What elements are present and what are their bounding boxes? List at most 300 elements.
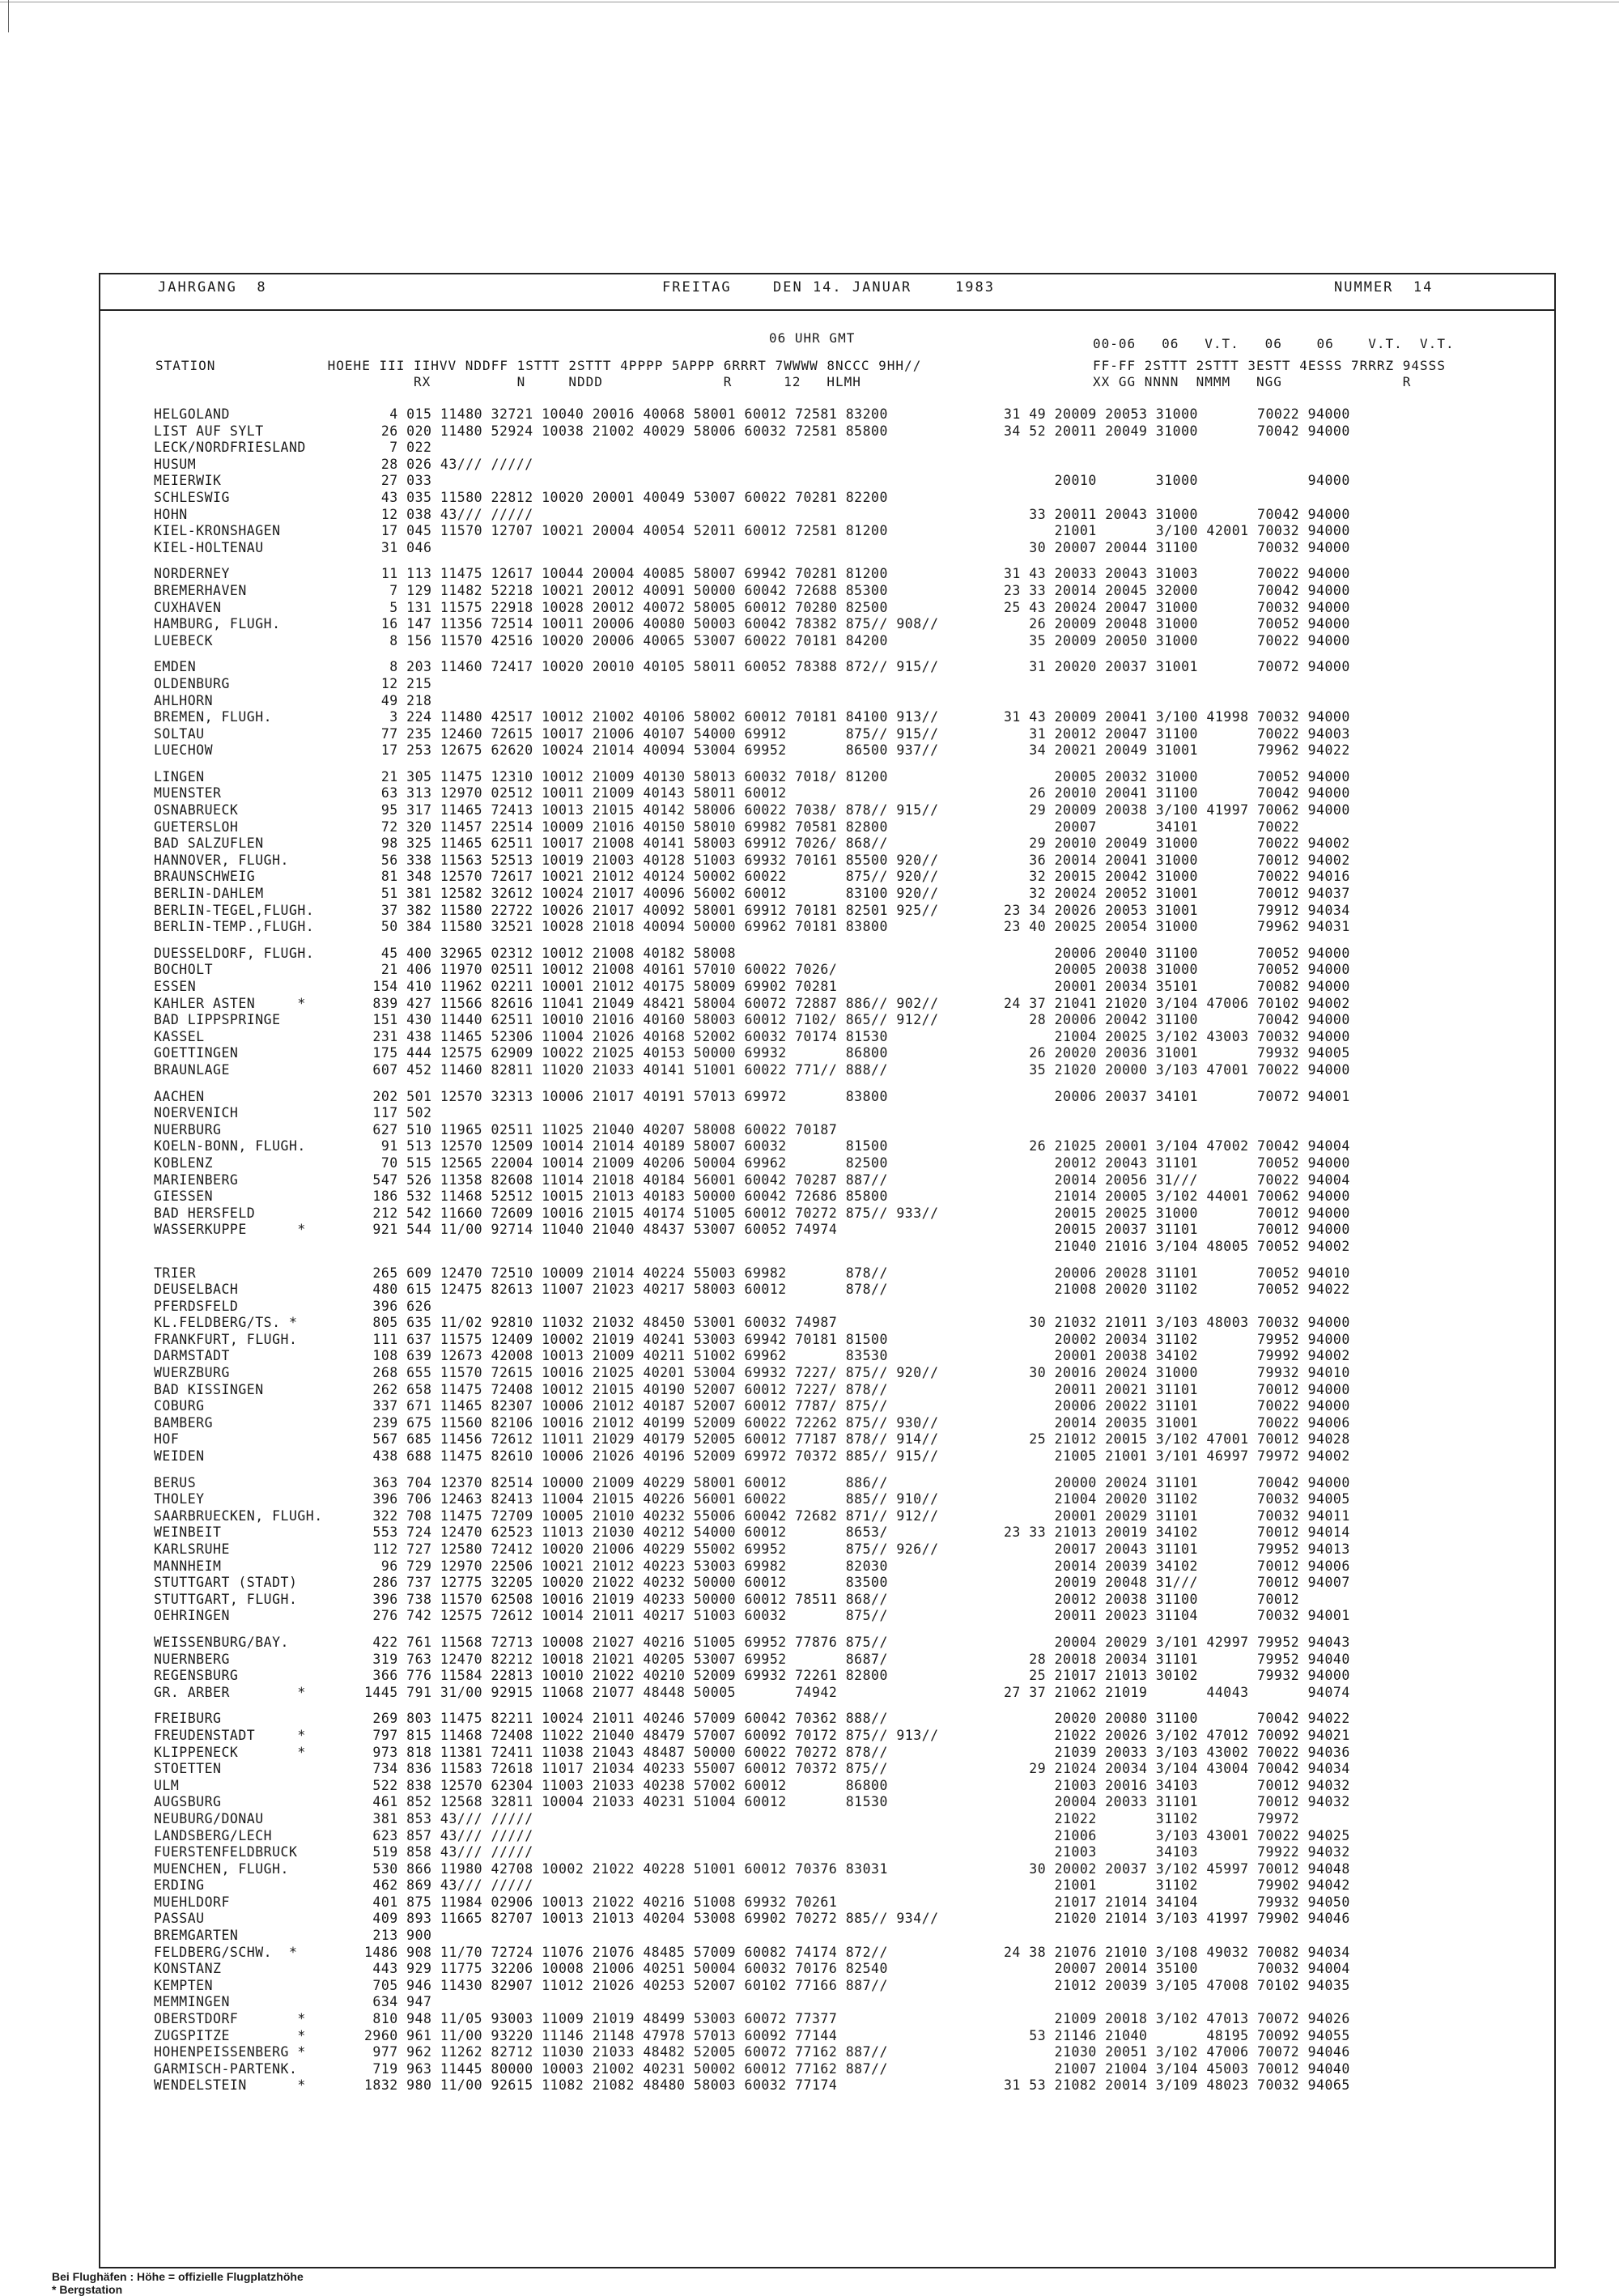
station-name: WENDELSTEIN * [154, 2077, 306, 2094]
obs-06-data: 212 542 11660 72609 10016 21015 40174 51005 60012 70272 875// 933// [364, 1205, 939, 1221]
obs-summary-data [1004, 457, 1530, 474]
station-name: PFERDSFELD [154, 1298, 239, 1314]
station-row [154, 869, 1530, 886]
station-group [154, 1711, 1530, 2094]
obs-06-data: 1445 791 31/00 92915 11068 21077 48448 50005 74942 [364, 1684, 838, 1700]
obs-summary-data: 21004 20025 3/102 43003 70032 94000 [1004, 1028, 1350, 1044]
obs-summary-data: 20014 20056 31/// 70022 94004 [1004, 1171, 1350, 1188]
station-row [154, 1155, 1530, 1172]
station-row [154, 1861, 1530, 1878]
station-name: GOETTINGEN [154, 1045, 239, 1061]
obs-06-data: 51 381 12582 32612 10024 21017 40096 56002 60012 83100 920// [364, 886, 939, 902]
obs-summary-data: 20007 20014 35100 70032 94004 [1004, 1961, 1350, 1977]
obs-summary-data: 20015 20037 31101 70012 94000 [1004, 1222, 1350, 1238]
obs-summary-data [1004, 490, 1530, 507]
station-name: OSNABRUECK [154, 802, 239, 818]
header-divider [99, 309, 1556, 311]
obs-06-data: 7 022 [364, 440, 432, 456]
station-row [154, 693, 1530, 710]
station-name: DARMSTADT [154, 1348, 230, 1364]
station-group [154, 769, 1530, 936]
obs-06-data: 634 947 [364, 1994, 432, 2010]
station-row [154, 1978, 1530, 1995]
station-name: LUECHOW [154, 742, 214, 759]
station-row [154, 1961, 1530, 1978]
obs-06-data: 409 893 11665 82707 10013 21013 40204 53008 69902 70272 885// 934// [364, 1911, 939, 1927]
obs-summary-data: 30 20007 20044 31100 70032 94000 [1004, 539, 1350, 555]
station-row [154, 406, 1530, 423]
obs-06-data: 363 704 12370 82514 10000 21009 40229 58001 60012 886// [364, 1474, 888, 1490]
obs-summary-data: 21014 20005 3/102 44001 70062 94000 [1004, 1188, 1350, 1205]
station-row [154, 1994, 1530, 2011]
station-name: LANDSBERG/LECH [154, 1827, 273, 1843]
station-group [154, 1265, 1530, 1465]
station-name: STUTTGART, FLUGH. [154, 1591, 298, 1607]
station-row [154, 490, 1530, 507]
obs-06-data: 734 836 11583 72618 11017 21034 40233 55007 60012 70372 875// [364, 1761, 888, 1777]
obs-summary-data: 20001 20034 35101 70082 94000 [1004, 979, 1350, 994]
obs-summary-data: 23 33 21013 20019 34102 70012 94014 [1004, 1524, 1350, 1541]
station-row [154, 1652, 1530, 1669]
station-name: KOELN-BONN, FLUGH. [154, 1138, 306, 1154]
station-name: BAD HERSFELD [154, 1205, 256, 1221]
station-row [154, 1122, 1530, 1139]
station-group [154, 1635, 1530, 1701]
obs-06-data: 322 708 11475 72709 10005 21010 40232 55006 60042 72682 871// 912// [364, 1507, 939, 1524]
obs-06-data: 111 637 11575 12409 10002 21019 40241 53003 69942 70181 81500 [364, 1331, 888, 1347]
column-header-row-2: RX N NDDD R 12 HLMH [155, 374, 861, 389]
obs-summary-data: 21003 34103 79922 94032 [1004, 1844, 1350, 1860]
station-name: GUETERSLOH [154, 818, 239, 835]
obs-06-data: 547 526 11358 82608 11014 21018 40184 56001 60042 70287 887// [364, 1171, 888, 1188]
station-row [154, 1105, 1530, 1122]
obs-summary-data: 20006 20037 34101 70072 94001 [1004, 1088, 1350, 1104]
station-row [154, 1894, 1530, 1911]
obs-summary-data: 36 20014 20041 31000 70012 94002 [1004, 852, 1350, 868]
station-name: MEIERWIK [154, 473, 222, 489]
obs-06-data: 553 724 12470 62523 11013 21030 40212 54000 60012 8653/ [364, 1524, 888, 1541]
station-name: SCHLESWIG [154, 489, 230, 505]
station-row [154, 709, 1530, 726]
station-row [154, 600, 1530, 617]
obs-summary-data: 20019 20048 31/// 70012 94007 [1004, 1575, 1350, 1591]
station-row [154, 802, 1530, 819]
obs-06-data: 17 253 12675 62620 10024 21014 40094 53004 69952 86500 937// [364, 742, 939, 759]
obs-summary-data: 28 20006 20042 31100 70042 94000 [1004, 1012, 1350, 1028]
obs-06-data: 91 513 12570 12509 10014 21014 40189 58007 60032 81500 [364, 1138, 888, 1154]
obs-summary-data: 31 53 21082 20014 3/109 48023 70032 94065 [1004, 2077, 1350, 2094]
obs-summary-data: 21007 21004 3/104 45003 70012 94040 [1004, 2060, 1350, 2077]
obs-summary-data: 29 20009 20038 3/100 41997 70062 94000 [1004, 802, 1350, 818]
obs-06-data: 43 035 11580 22812 10020 20001 40049 53007 60022 70281 82200 [364, 489, 888, 505]
station-group [154, 946, 1530, 1079]
station-row [154, 886, 1530, 903]
obs-06-data: 286 737 12775 32205 10020 21022 40232 50000 60012 83500 [364, 1575, 888, 1591]
obs-summary-data: 20014 20039 34102 70012 94006 [1004, 1558, 1350, 1574]
obs-summary-data: 30 20016 20024 31000 79932 94010 [1004, 1365, 1350, 1381]
obs-06-data: 265 609 12470 72510 10009 21014 40224 55003 69982 878// [364, 1265, 888, 1281]
station-row [154, 979, 1530, 996]
station-row [154, 1415, 1530, 1432]
obs-06-data: 396 738 11570 62508 10016 21019 40233 50000 60012 78511 868// [364, 1591, 888, 1607]
station-row [154, 1911, 1530, 1928]
station-name: FRANKFURT, FLUGH. [154, 1331, 298, 1347]
obs-06-data: 1832 980 11/00 92615 11082 21082 48480 58003 60032 77174 [364, 2077, 838, 2094]
obs-06-data: 26 020 11480 52924 10038 21002 40029 58006 60032 72581 85800 [364, 423, 888, 439]
station-row [154, 523, 1530, 540]
obs-06-data: 977 962 11262 82712 11030 21033 48482 52005 60072 77162 887// [364, 2044, 888, 2060]
obs-summary-data: 31 20020 20037 31001 70072 94000 [1004, 659, 1350, 675]
station-row [154, 1365, 1530, 1382]
station-name: WEINBEIT [154, 1524, 222, 1541]
station-name: WEIDEN [154, 1448, 205, 1465]
obs-06-data: 175 444 12575 62909 10022 21025 40153 50000 69932 86800 [364, 1045, 888, 1061]
obs-summary-data: 21012 20039 3/105 47008 70102 94035 [1004, 1977, 1350, 1993]
obs-summary-data: 53 21146 21040 48195 70092 94055 [1004, 2027, 1350, 2043]
station-name: MARIENBERG [154, 1171, 239, 1188]
obs-summary-data: 21004 20020 31102 70032 94005 [1004, 1491, 1350, 1507]
station-row [154, 1668, 1530, 1685]
station-group [154, 1475, 1530, 1625]
obs-summary-data: 24 38 21076 21010 3/108 49032 70082 94034 [1004, 1944, 1350, 1960]
station-name: OLDENBURG [154, 675, 230, 691]
volume-label: JAHRGANG 8 [158, 279, 267, 296]
obs-06-data: 719 963 11445 80000 10003 21002 40231 50002 60012 77162 887// [364, 2060, 888, 2077]
station-name: BERLIN-TEMP.,FLUGH. [154, 919, 315, 935]
obs-06-data: 567 685 11456 72612 11011 21029 40179 52005 60012 77187 878// 914// [364, 1431, 939, 1448]
year-label: 1983 [955, 279, 995, 296]
station-name: KL.FELDBERG/TS. * [154, 1315, 298, 1331]
station-row [154, 1332, 1530, 1349]
obs-06-data: 21 305 11475 12310 10012 21009 40130 58013 60032 7018/ 81200 [364, 768, 888, 784]
station-row [154, 2028, 1530, 2045]
obs-summary-data: 25 21012 20015 3/102 47001 70012 94028 [1004, 1431, 1350, 1448]
obs-06-data: 98 325 11465 62511 10017 21008 40141 58003 69912 7026/ 868// [364, 835, 888, 852]
station-row [154, 1222, 1530, 1239]
obs-summary-data: 21030 20051 3/102 47006 70072 94046 [1004, 2044, 1350, 2060]
station-row [154, 946, 1530, 963]
station-row [154, 2061, 1530, 2078]
station-name: HAMBURG, FLUGH. [154, 616, 281, 632]
station-row [154, 1172, 1530, 1189]
station-row [154, 659, 1530, 676]
obs-summary-data: 31 43 20009 20041 3/100 41998 70032 94000 [1004, 709, 1350, 725]
station-name: NUERNBERG [154, 1651, 230, 1667]
station-row [154, 1811, 1530, 1828]
station-row [154, 1431, 1530, 1448]
obs-06-data: 27 033 [364, 473, 432, 489]
obs-06-data: 262 658 11475 72408 10012 21015 40190 52007 60012 7227/ 878// [364, 1381, 888, 1397]
station-name: SAARBRUECKEN, FLUGH. [154, 1507, 323, 1524]
station-name: AUGSBURG [154, 1794, 222, 1810]
station-name: BRAUNLAGE [154, 1061, 230, 1078]
station-row [154, 1382, 1530, 1399]
station-row [154, 1265, 1530, 1282]
station-name: NOERVENICH [154, 1105, 239, 1121]
station-name: EMDEN [154, 659, 197, 675]
obs-06-data: 45 400 32965 02312 10012 21008 40182 58008 [364, 945, 737, 961]
station-name: DUESSELDORF, FLUGH. [154, 945, 315, 961]
station-name: HUSUM [154, 456, 197, 472]
station-row [154, 1315, 1530, 1332]
station-name: HOF [154, 1431, 180, 1448]
obs-summary-data: 26 20020 20036 31001 79932 94005 [1004, 1045, 1350, 1061]
station-name [154, 1239, 364, 1256]
column-header-row-1: STATION HOEHE III IIHVV NDDFF 1STTT 2STTT 4PPPP 5APPP 6RRRT 7WWWW 8NCCC 9HH// [155, 358, 922, 373]
obs-summary-data: 23 40 20025 20054 31000 79962 94031 [1004, 919, 1350, 935]
obs-summary-data [1004, 1105, 1530, 1122]
obs-summary-data: 20007 34101 70022 [1004, 818, 1300, 835]
obs-06-data: 2960 961 11/00 93220 11146 21148 47978 57013 60092 77144 [364, 2027, 838, 2043]
station-row [154, 473, 1530, 490]
station-name: AHLHORN [154, 692, 214, 708]
column-header-right-row-2: XX GG NNNN NMMM NGG R [1093, 374, 1412, 389]
obs-06-data: 276 742 12575 72612 10014 21011 40217 51003 60032 875// [364, 1608, 888, 1624]
obs-summary-data [1004, 1122, 1530, 1139]
station-row [154, 1592, 1530, 1609]
station-row [154, 440, 1530, 457]
station-name: REGENSBURG [154, 1668, 239, 1684]
station-row [154, 1945, 1530, 1962]
obs-06-data: 21 406 11970 02511 10012 21008 40161 57010 60022 7026/ [364, 962, 838, 978]
obs-summary-data: 21005 21001 3/101 46997 79972 94002 [1004, 1448, 1350, 1465]
obs-06-data: 396 626 [364, 1298, 432, 1314]
station-name: BERLIN-DAHLEM [154, 886, 264, 902]
station-name: KAHLER ASTEN * [154, 995, 306, 1011]
station-name: HANNOVER, FLUGH. [154, 852, 289, 868]
station-row [154, 1745, 1530, 1762]
obs-06-data: 530 866 11980 42708 10002 21022 40228 51001 60012 70376 83031 [364, 1860, 888, 1877]
station-name: KASSEL [154, 1028, 205, 1044]
obs-summary-data: 20006 20028 31101 70052 94010 [1004, 1265, 1350, 1281]
station-name: DEUSELBACH [154, 1282, 239, 1298]
obs-06-data: 31 046 [364, 539, 432, 555]
obs-06-data: 72 320 11457 22514 10009 21016 40150 58010 69982 70581 82800 [364, 818, 888, 835]
station-row [154, 1448, 1530, 1465]
obs-06-data: 805 635 11/02 92810 11032 21032 48450 53001 60032 74987 [364, 1315, 838, 1331]
obs-06-data: 12 038 43/// ///// [364, 506, 533, 522]
obs-summary-data: 20002 20034 31102 79952 94000 [1004, 1331, 1350, 1347]
obs-summary-data: 21009 20018 3/102 47013 70072 94026 [1004, 2011, 1350, 2027]
station-row [154, 1398, 1530, 1415]
obs-06-data: 839 427 11566 82616 11041 21049 48421 58004 60072 72887 886// 902// [364, 995, 939, 1011]
station-row [154, 1138, 1530, 1155]
obs-06-data: 705 946 11430 82907 11012 21026 40253 52007 60102 77166 887// [364, 1977, 888, 1993]
station-name: MANNHEIM [154, 1558, 222, 1574]
station-name: COBURG [154, 1398, 205, 1414]
obs-summary-data: 33 20011 20043 31000 70042 94000 [1004, 506, 1350, 522]
obs-summary-data: 26 20009 20048 31000 70052 94000 [1004, 616, 1350, 632]
obs-summary-data [1004, 1299, 1530, 1316]
station-row [154, 852, 1530, 870]
station-row [154, 676, 1530, 693]
obs-06-data: 337 671 11465 82307 10006 21012 40187 52007 60012 7787/ 875// [364, 1398, 888, 1414]
obs-06-data: 921 544 11/00 92714 11040 21040 48437 53007 60052 74974 [364, 1222, 838, 1238]
station-row [154, 1012, 1530, 1029]
station-row [154, 2044, 1530, 2061]
obs-06-data: 95 317 11465 72413 10013 21015 40142 58006 60022 7038/ 878// 915// [364, 802, 939, 818]
obs-summary-data: 26 21025 20001 3/104 47002 70042 94004 [1004, 1138, 1350, 1154]
station-row [154, 1089, 1530, 1106]
obs-summary-data [1004, 1994, 1530, 2011]
station-name: HOHENPEISSENBERG * [154, 2044, 306, 2060]
station-name: BAD SALZUFLEN [154, 835, 264, 852]
station-name: NUERBURG [154, 1121, 222, 1137]
station-name: SOLTAU [154, 725, 205, 742]
column-header-right-row-1: FF-FF 2STTT 2STTT 3ESTT 4ESSS 7RRRZ 94SSS [1093, 358, 1446, 373]
obs-06-data: 269 803 11475 82211 10024 21011 40246 57009 60042 70362 888// [364, 1711, 888, 1727]
obs-summary-data [1004, 440, 1530, 457]
obs-06-data: 151 430 11440 62511 10010 21016 40160 58003 60012 7102/ 865// 912// [364, 1012, 939, 1028]
station-row [154, 785, 1530, 802]
station-row [154, 1608, 1530, 1625]
station-row [154, 1188, 1530, 1205]
station-row [154, 457, 1530, 474]
obs-summary-data: 20020 20080 31100 70042 94022 [1004, 1711, 1350, 1727]
obs-summary-data: 21039 20033 3/103 43002 70022 94036 [1004, 1744, 1350, 1760]
station-name: GARMISCH-PARTENK. [154, 2060, 298, 2077]
obs-summary-data: 24 37 21041 21020 3/104 47006 70102 94002 [1004, 995, 1350, 1011]
station-name: BREMGARTEN [154, 1928, 239, 1944]
obs-06-data: 81 348 12570 72617 10021 21012 40124 50002 60022 875// 920// [364, 869, 939, 885]
obs-06-data: 239 675 11560 82106 10016 21012 40199 52009 60022 72262 875// 930// [364, 1414, 939, 1431]
station-name: GIESSEN [154, 1188, 214, 1205]
station-row [154, 1877, 1530, 1894]
station-name: KIEL-KRONSHAGEN [154, 523, 281, 539]
station-name: LINGEN [154, 768, 205, 784]
station-name: BOCHOLT [154, 962, 214, 978]
station-row [154, 996, 1530, 1013]
obs-06-data: 461 852 12568 32811 10004 21033 40231 51004 60012 81530 [364, 1794, 888, 1810]
station-name: BERUS [154, 1474, 197, 1490]
station-row [154, 2077, 1530, 2094]
obs-06-data: 627 510 11965 02511 11025 21040 40207 58008 60022 70187 [364, 1121, 838, 1137]
obs-summary-data: 21001 3/100 42001 70032 94000 [1004, 523, 1350, 539]
right-group-label: 00-06 06 V.T. 06 06 V.T. V.T. [1093, 336, 1455, 351]
obs-06-data: 213 900 [364, 1928, 432, 1944]
station-name: KEMPTEN [154, 1977, 214, 1993]
obs-06-data: 154 410 11962 02211 10001 21012 40175 58009 69902 70281 [364, 979, 838, 994]
obs-summary-data [1004, 693, 1530, 710]
obs-summary-data: 27 37 21062 21019 44043 94074 [1004, 1684, 1350, 1700]
obs-summary-data: 20017 20043 31101 79952 94013 [1004, 1541, 1350, 1557]
obs-06-data: 96 729 12970 22506 10021 21012 40223 53003 69982 82030 [364, 1558, 888, 1574]
obs-06-data: 797 815 11468 72408 11022 21040 48479 57007 60092 70172 875// 913// [364, 1727, 939, 1743]
obs-summary-data: 29 20010 20049 31000 70022 94002 [1004, 835, 1350, 852]
station-name: KLIPPENECK * [154, 1744, 306, 1760]
obs-06-data: 268 655 11570 72615 10016 21025 40201 53004 69932 7227/ 875// 920// [364, 1365, 939, 1381]
station-row [154, 726, 1530, 743]
obs-06-data: 63 313 12970 02512 10011 21009 40143 58011 60012 [364, 785, 787, 801]
station-row [154, 423, 1530, 440]
station-name: LUEBECK [154, 632, 214, 648]
obs-summary-data: 32 20015 20042 31000 70022 94016 [1004, 869, 1350, 885]
obs-06-data: 231 438 11465 52306 11004 21026 40168 52002 60032 70174 81530 [364, 1028, 888, 1044]
station-row [154, 742, 1530, 759]
station-row [154, 919, 1530, 936]
obs-summary-data: 29 21024 20034 3/104 43004 70042 94034 [1004, 1761, 1350, 1777]
station-row [154, 1491, 1530, 1508]
obs-06-data [364, 1239, 1004, 1256]
station-row [154, 1045, 1530, 1062]
station-name: NORDERNEY [154, 566, 230, 582]
station-name: BREMEN, FLUGH. [154, 709, 273, 725]
obs-06-data: 202 501 12570 32313 10006 21017 40191 57013 69972 83800 [364, 1088, 888, 1104]
obs-summary-data: 25 43 20024 20047 31000 70032 94000 [1004, 599, 1350, 615]
station-row [154, 1558, 1530, 1575]
station-name: TRIER [154, 1265, 197, 1281]
station-name: KOBLENZ [154, 1154, 214, 1171]
station-row [154, 1794, 1530, 1811]
station-name: ERDING [154, 1877, 205, 1894]
obs-06-data: 381 853 43/// ///// [364, 1810, 533, 1826]
station-name: LIST AUF SYLT [154, 423, 264, 439]
station-row [154, 1299, 1530, 1316]
obs-summary-data: 30 20002 20037 3/102 45997 70012 94048 [1004, 1860, 1350, 1877]
obs-summary-data: 20014 20035 31001 70022 94006 [1004, 1414, 1350, 1431]
obs-summary-data: 31 49 20009 20053 31000 70022 94000 [1004, 406, 1350, 422]
station-row [154, 616, 1530, 633]
station-row [154, 1844, 1530, 1861]
obs-summary-data: 21022 20026 3/102 47012 70092 94021 [1004, 1727, 1350, 1743]
station-name: BAMBERG [154, 1414, 214, 1431]
station-row [154, 2011, 1530, 2028]
station-row [154, 1685, 1530, 1702]
station-name: MEMMINGEN [154, 1994, 230, 2010]
obs-summary-data: 23 34 20026 20053 31001 79912 94034 [1004, 902, 1350, 918]
station-row [154, 1711, 1530, 1728]
station-name: HELGOLAND [154, 406, 230, 422]
obs-06-data: 4 015 11480 32721 10040 20016 40068 58001 60012 72581 83200 [364, 406, 888, 422]
obs-06-data: 3 224 11480 42517 10012 21002 40106 58002 60012 70181 84100 913// [364, 709, 939, 725]
obs-06-data: 108 639 12673 42008 10013 21009 40211 51002 69962 83530 [364, 1348, 888, 1364]
obs-06-data: 422 761 11568 72713 10008 21027 40216 51005 69952 77876 875// [364, 1634, 888, 1650]
obs-06-data: 112 727 12580 72412 10020 21006 40229 55002 69952 875// 926// [364, 1541, 939, 1557]
obs-06-data: 77 235 12460 72615 10017 21006 40107 54000 69912 875// 915// [364, 725, 939, 742]
weekday-label: FREITAG [662, 279, 732, 296]
station-group [154, 566, 1530, 649]
scan-mark [8, 0, 9, 32]
obs-06-data: 37 382 11580 22722 10026 21017 40092 58001 69912 70181 82501 925// [364, 902, 939, 918]
obs-summary-data: 20001 20038 34102 79992 94002 [1004, 1348, 1350, 1364]
obs-summary-data: 31 20012 20047 31100 70022 94003 [1004, 725, 1350, 742]
obs-summary-data: 25 21017 21013 30102 79932 94000 [1004, 1668, 1350, 1684]
station-name: OEHRINGEN [154, 1608, 230, 1624]
obs-06-data: 8 203 11460 72417 10020 20010 40105 58011 60052 78388 872// 915// [364, 659, 939, 675]
obs-summary-data: 21040 21016 3/104 48005 70052 94002 [1004, 1238, 1350, 1254]
station-group [154, 406, 1530, 556]
station-name: PASSAU [154, 1911, 205, 1927]
station-name: FREIBURG [154, 1711, 222, 1727]
obs-summary-data: 20012 20038 31100 70012 [1004, 1591, 1300, 1607]
station-row [154, 769, 1530, 786]
obs-06-data: 17 045 11570 12707 10021 20004 40054 52011 60012 72581 81200 [364, 523, 888, 539]
obs-06-data: 401 875 11984 02906 10013 21022 40216 51008 69932 70261 [364, 1894, 838, 1910]
station-name: STUTTGART (STADT) [154, 1575, 298, 1591]
station-row [154, 1348, 1530, 1365]
obs-summary-data: 23 33 20014 20045 32000 70042 94000 [1004, 582, 1350, 598]
obs-06-data: 12 215 [364, 675, 432, 691]
station-name: FREUDENSTADT * [154, 1727, 306, 1743]
obs-summary-data: 20001 20029 31101 70032 94011 [1004, 1507, 1350, 1524]
obs-summary-data: 21003 20016 34103 70012 94032 [1004, 1777, 1350, 1793]
station-name: BERLIN-TEGEL,FLUGH. [154, 902, 315, 918]
station-name: BAD LIPPSPRINGE [154, 1012, 281, 1028]
obs-summary-data: 20004 20029 3/101 42997 79952 94043 [1004, 1634, 1350, 1650]
station-name: MUEHLDORF [154, 1894, 230, 1910]
observation-time-label: 06 UHR GMT [769, 330, 856, 346]
obs-summary-data: 21008 20020 31102 70052 94022 [1004, 1282, 1350, 1298]
